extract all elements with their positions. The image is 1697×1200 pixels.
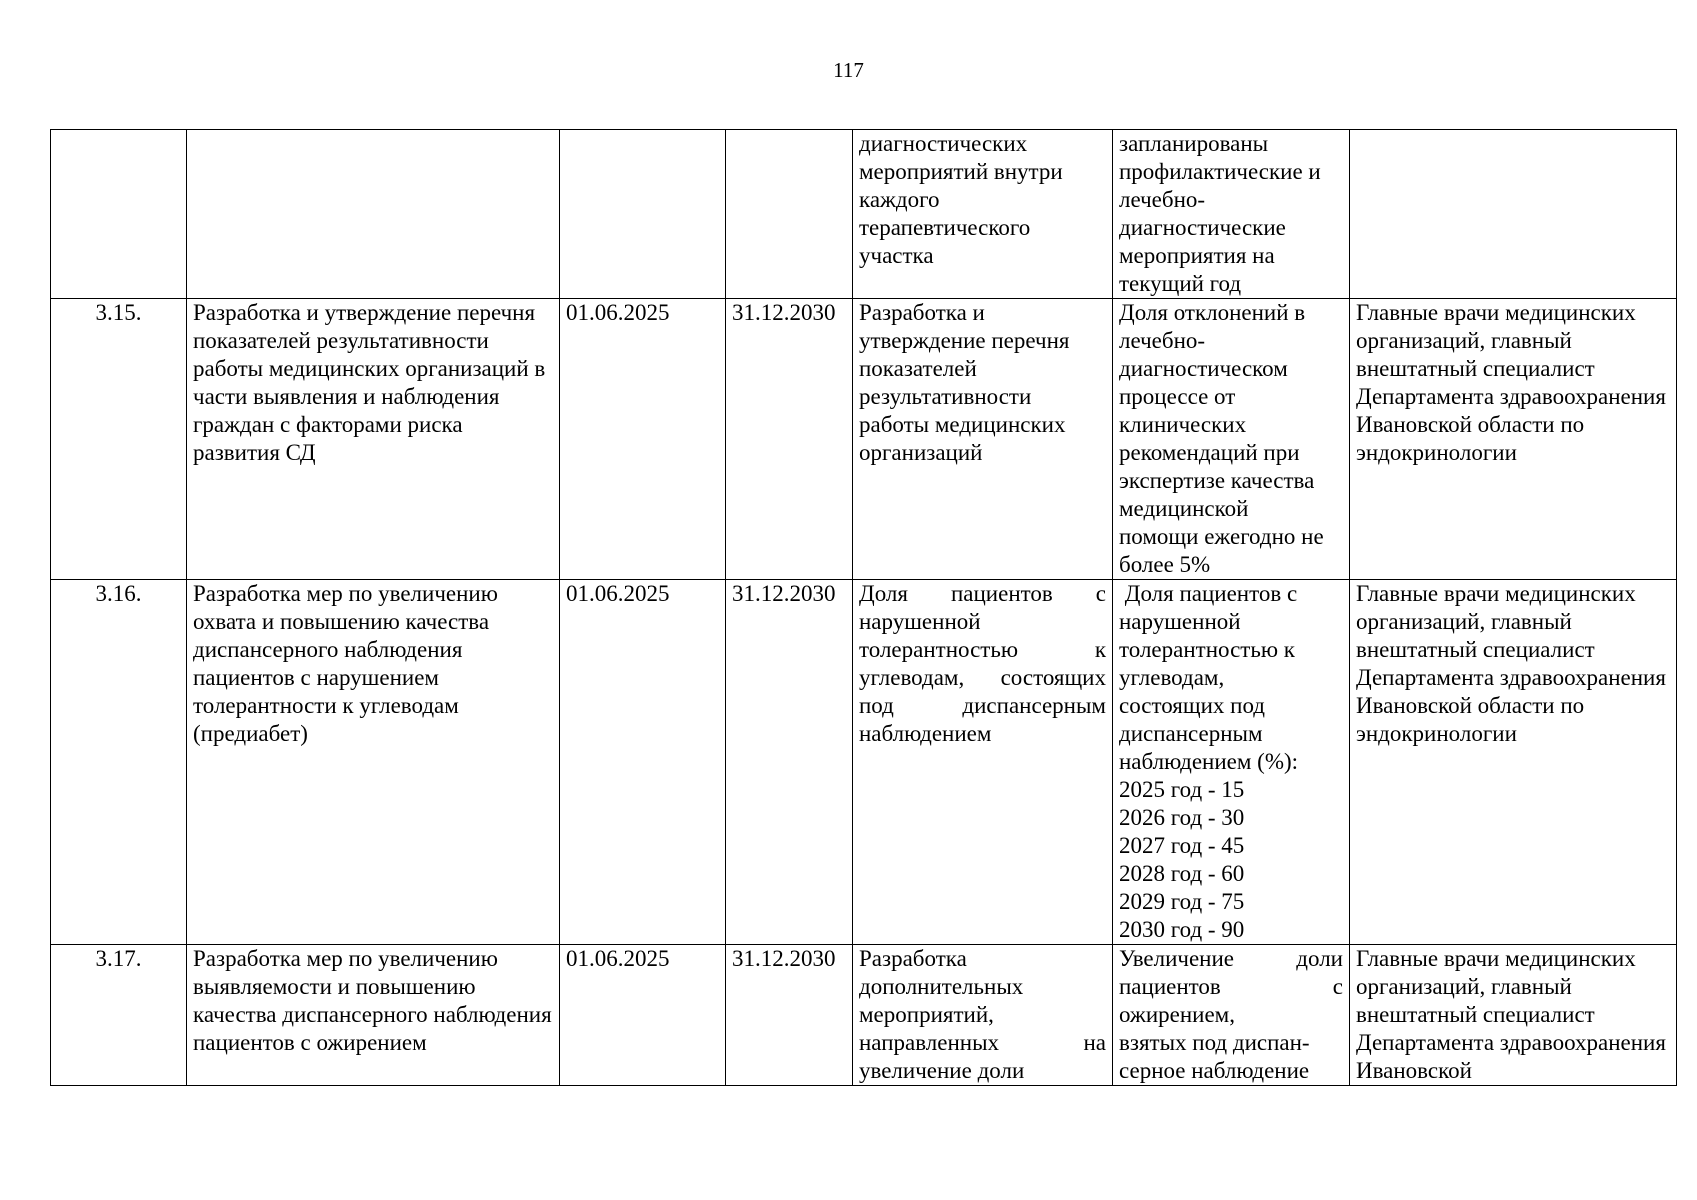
measure-cell: Разработка мер по увеличению выявляемости и повышению качества диспансерного наблюдения пациентов с ожирением: [187, 945, 560, 1086]
indicator-line: процессе от: [1119, 384, 1236, 409]
measure-cell: [187, 130, 560, 299]
indicator-line: Увеличение доли: [1119, 946, 1343, 971]
responsible-cell: Главные врачи медицинских организаций, главный внештатный специалист Департамента здравоохранения Ивановской области по эндокринологии: [1350, 299, 1677, 580]
end-date-cell: [726, 130, 853, 299]
page-number: 117: [833, 58, 864, 82]
result-cell: диагностических мероприятий внутри каждого терапевтического участка: [853, 130, 1113, 299]
measure-cell: Разработка мер по увеличению охвата и повышению качества диспансерного наблюдения пациентов с нарушением толерантности к углеводам (предиабет): [187, 580, 560, 945]
indicator-cell: [1113, 130, 1350, 299]
indicator-line: Доля пациентов с: [1119, 581, 1298, 606]
indicator-line: диагностические: [1119, 215, 1286, 240]
indicator-line: ожирением,: [1119, 1002, 1235, 1027]
indicator-line: нарушенной: [1119, 609, 1241, 634]
row-number-cell: 3.16.: [51, 580, 187, 945]
table-row: [51, 299, 1677, 580]
indicator-line: рекомендаций при: [1119, 440, 1300, 465]
start-date-cell: 01.06.2025: [560, 299, 726, 580]
table-row: [51, 945, 1677, 1086]
indicator-line: запланированы: [1119, 131, 1269, 156]
indicator-line: толерантностью к: [1119, 637, 1295, 662]
indicator-line: 2030 год - 90: [1119, 917, 1245, 942]
indicator-line: диагностическом: [1119, 356, 1288, 381]
indicator-line: мероприятия на: [1119, 243, 1275, 268]
table-row: [51, 580, 1677, 945]
indicator-line: профилактические и: [1119, 159, 1321, 184]
responsible-cell: Главные врачи медицинских организаций, главный внештатный специалист Департамента здравоохранения Ивановской: [1350, 945, 1677, 1086]
indicator-line: диспансерным: [1119, 721, 1263, 746]
row-number-cell: [51, 130, 187, 299]
result-cell: Разработка дополнительных мероприятий, направленных на увеличение доли: [853, 945, 1113, 1086]
indicator-line: наблюдением (%):: [1119, 749, 1299, 774]
indicator-line: Доля отклонений в: [1119, 300, 1306, 325]
indicator-line: помощи ежегодно не: [1119, 524, 1324, 549]
indicator-line: серное наблюдение: [1119, 1058, 1310, 1083]
indicator-line: пациентов с: [1119, 974, 1343, 999]
indicator-line: 2027 год - 45: [1119, 833, 1245, 858]
indicator-line: углеводам,: [1119, 665, 1225, 690]
indicator-line: текущий год: [1119, 271, 1242, 296]
result-cell: Разработка и утверждение перечня показателей результативности работы медицинских организаций: [853, 299, 1113, 580]
indicator-line: 2025 год - 15: [1119, 777, 1245, 802]
indicator-line: состоящих под: [1119, 693, 1265, 718]
indicator-line: взятых под диспан-: [1119, 1030, 1310, 1055]
responsible-cell: [1350, 130, 1677, 299]
end-date-cell: 31.12.2030: [726, 299, 853, 580]
indicator-line: экспертизе качества: [1119, 468, 1315, 493]
indicator-line: клинических: [1119, 412, 1247, 437]
end-date-cell: 31.12.2030: [726, 945, 853, 1086]
indicator-line: 2026 год - 30: [1119, 805, 1245, 830]
row-number-cell: 3.15.: [51, 299, 187, 580]
indicator-line: более 5%: [1119, 552, 1211, 577]
row-number-cell: 3.17.: [51, 945, 187, 1086]
end-date-cell: 31.12.2030: [726, 580, 853, 945]
table-row: [51, 130, 1677, 299]
measure-cell: Разработка и утверждение перечня показателей результативности работы медицинских организаций в части выявления и наблюдения граждан с факторами риска развития СД: [187, 299, 560, 580]
indicator-cell: [1113, 299, 1350, 580]
indicator-line: лечебно-: [1119, 328, 1206, 353]
start-date-cell: 01.06.2025: [560, 945, 726, 1086]
start-date-cell: 01.06.2025: [560, 580, 726, 945]
measures-table: [50, 129, 1677, 1086]
result-cell: Доля пациентов с нарушенной толерантностью к углеводам, состоящих под диспансерным наблюдением: [853, 580, 1113, 945]
indicator-cell: [1113, 580, 1350, 945]
indicator-line: медицинской: [1119, 496, 1249, 521]
indicator-line: лечебно-: [1119, 187, 1206, 212]
indicator-cell: [1113, 945, 1350, 1086]
responsible-cell: Главные врачи медицинских организаций, главный внештатный специалист Департамента здравоохранения Ивановской области по эндокринологии: [1350, 580, 1677, 945]
indicator-line: 2028 год - 60: [1119, 861, 1245, 886]
start-date-cell: [560, 130, 726, 299]
indicator-line: 2029 год - 75: [1119, 889, 1245, 914]
